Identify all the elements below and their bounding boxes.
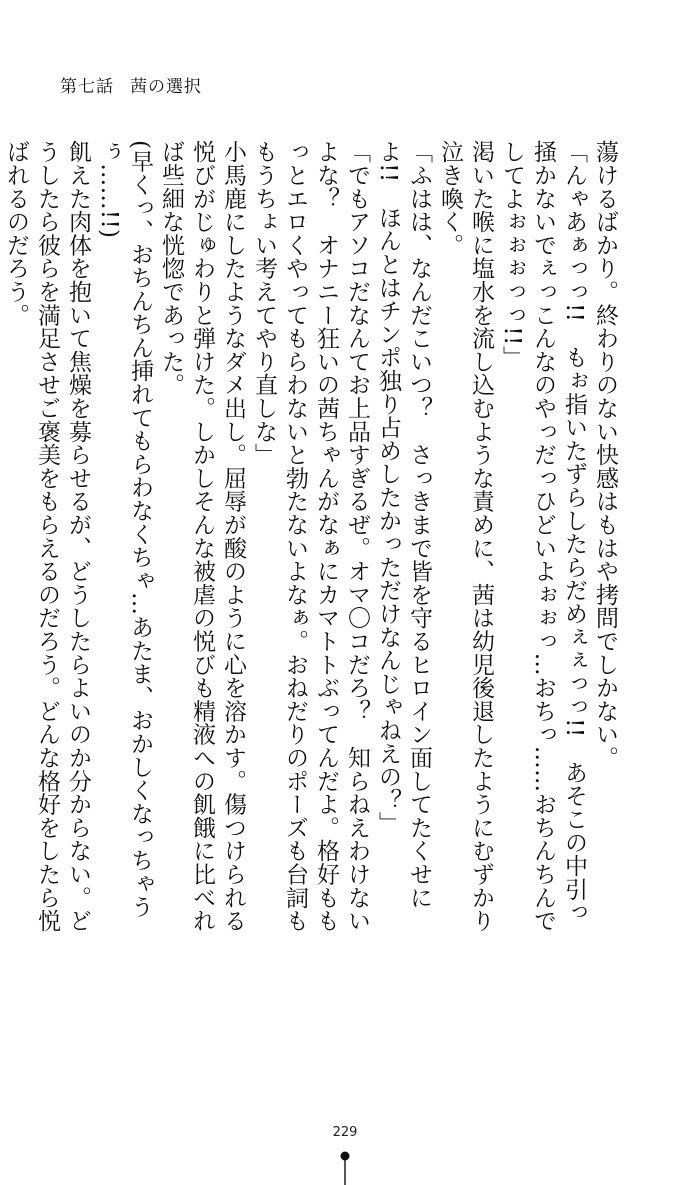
paragraph: 小馬鹿にしたようなダメ出し。屈辱が酸のように心を溶かす。傷つけられる悦びがじゅわりと弾けた。しかしそんな被虐の悦びも精液への飢餓に比べれば些細な恍惚であった。 <box>158 140 246 933</box>
chapter-number: 第七話 <box>60 77 114 97</box>
body-text <box>3 140 620 940</box>
paragraph: 渇いた喉に塩水を流し込むような責めに、茜は幼児後退したようにむずかり泣き喚く。 <box>437 140 494 933</box>
paragraph: 「ふはは、なんだこいつ？ さっきまで皆を守るヒロイン面してたくせによ!! ほんとはチンポ独り占めしたかっただけなんじゃねえの？」 <box>375 140 432 909</box>
paragraph: 飢えた肉体を抱いて焦燥を募らせるが、どうしたらよいのか分からない。どうしたら彼らを満足させご褒美をもらえるのだろう。どんな格好をしたら悦ばれるのだろう。 <box>3 140 91 933</box>
chapter-title: 茜の選択 <box>130 77 202 97</box>
page-footer <box>0 1125 690 1140</box>
page-ornament-icon <box>338 1150 352 1185</box>
paragraph: 蕩けるばかり。終わりのない快感はもはや拷問でしかない。 <box>592 140 618 770</box>
running-head <box>60 72 202 97</box>
paragraph: 「んゃあぁっっ!! もぉ指いたずらしたらだめぇぇっっ!! あそこの中引っ掻かないでぇっこんなのやっだっひどいよぉぉっ…おちっ……おちんちんでしてよぉぉぉっっ!!」 <box>499 140 587 933</box>
paragraph: (早くっ、おちんちん挿れてもらわなくちゃ…あたま、おかしくなっちゃうぅ……!!) <box>96 140 153 919</box>
paragraph: 「でもアソコだなんてお上品すぎるぜ。オマ〇コだろ？ 知らねえわけないよな？ オナニー狂いの茜ちゃんがなぁにカマトトぶってんだよ。格好ももっとエロくやってもらわないと勃たないよなぁ。おねだりのポーズも台詞ももうちょい考えてやり直しな」 <box>251 140 370 933</box>
page-number: 229 <box>332 1125 358 1140</box>
